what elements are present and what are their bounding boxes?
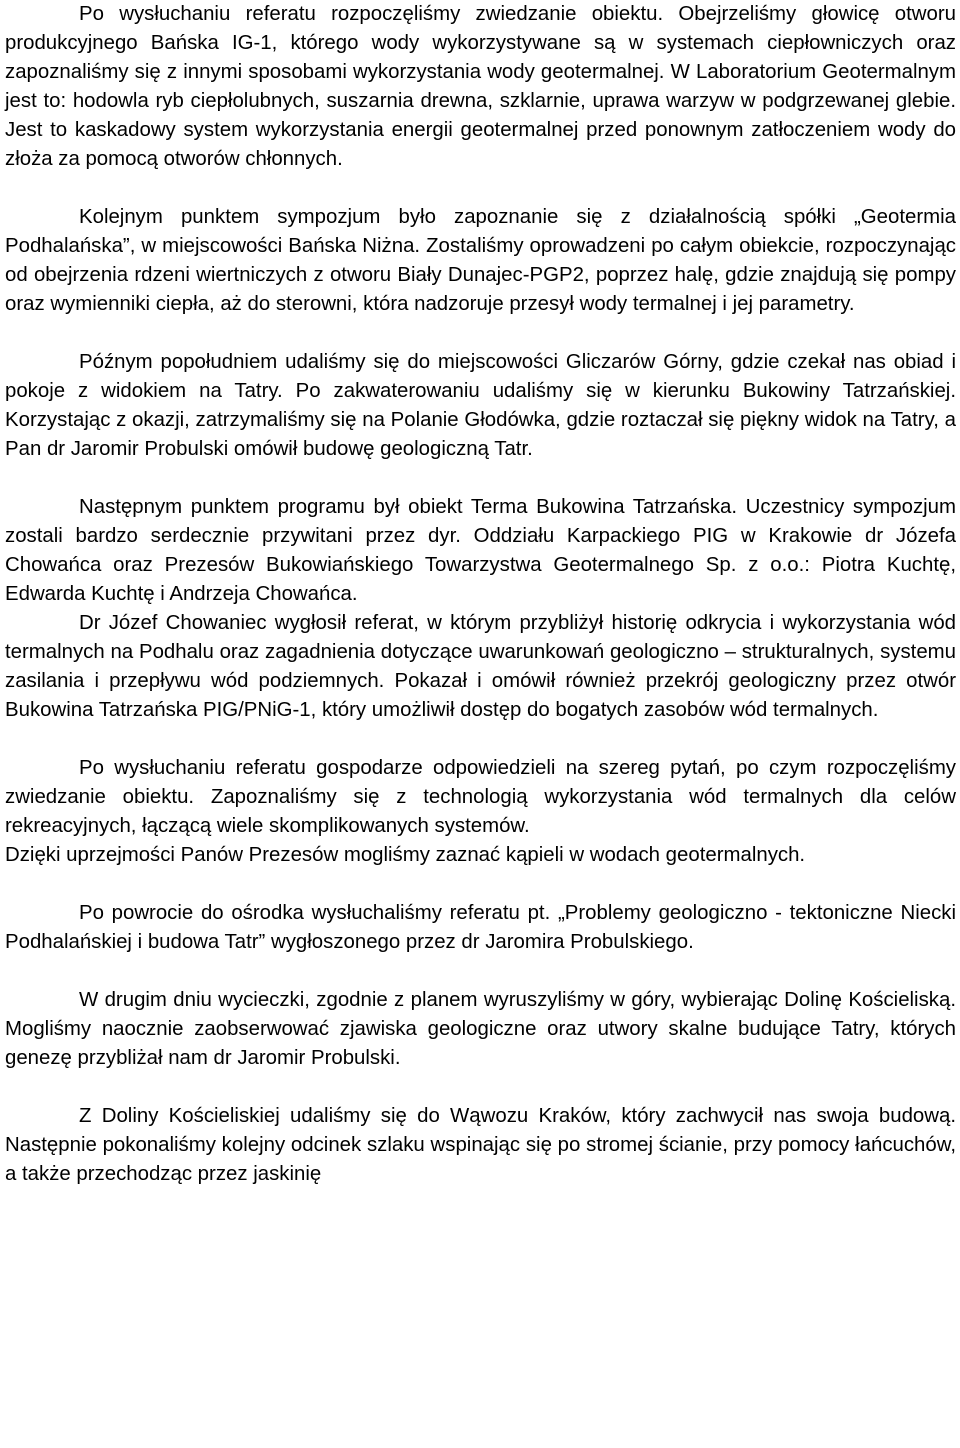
- paragraph-spacer: [5, 464, 956, 493]
- paragraph: Po powrocie do ośrodka wysłuchaliśmy referatu pt. „Problemy geologiczno - tektoniczne Niecki Podhalańskiej i budowa Tatr” wygłoszonego przez dr Jaromira Probulskiego.: [5, 902, 956, 953]
- paragraph-spacer: [5, 174, 956, 203]
- paragraph: Dzięki uprzejmości Panów Prezesów mogliśmy zaznać kąpieli w wodach geotermalnych.: [5, 844, 806, 866]
- paragraph: Kolejnym punktem sympozjum było zapoznanie się z działalnością spółki „Geotermia Podhalańska”, w miejscowości Bańska Niżna. Zostaliśmy oprowadzeni po całym obiekcie, rozpoczynając od obejrzenia rdzeni wiertniczych z otworu Biały Dunajec-PGP2, poprzez halę, gdzie znajdują się pompy oraz wymienniki ciepła, aż do sterowni, która nadzoruje przesył wody termalnej i jej parametry.: [5, 206, 956, 315]
- paragraph-spacer: [5, 1073, 956, 1102]
- paragraph: Po wysłuchaniu referatu rozpoczęliśmy zwiedzanie obiektu. Obejrzeliśmy głowicę otworu produkcyjnego Bańska IG-1, którego wody wykorzystywane są w systemach ciepłowniczych oraz zapoznaliśmy się z innymi sposobami wykorzystania wody geotermalnej. W Laboratorium Geotermalnym jest to: hodowla ryb ciepłolubnych, suszarnia drewna, szklarnie, uprawa warzyw w podgrzewanej glebie. Jest to kaskadowy system wykorzystania energii geotermalnej przed ponownym zatłoczeniem wody do złoża za pomocą otworów chłonnych.: [5, 3, 956, 170]
- paragraph-spacer: [5, 725, 956, 754]
- paragraph: Późnym popołudniem udaliśmy się do miejscowości Gliczarów Górny, gdzie czekał nas obiad i pokoje z widokiem na Tatry. Po zakwaterowaniu udaliśmy się w kierunku Bukowiny Tatrzańskiej. Korzystając z okazji, zatrzymaliśmy się na Polanie Głodówka, gdzie roztaczał się piękny widok na Tatry, a Pan dr Jaromir Probulski omówił budowę geologiczną Tatr.: [5, 351, 956, 460]
- paragraph-spacer: [5, 319, 956, 348]
- paragraph-spacer: [5, 957, 956, 986]
- paragraph: Następnym punktem programu był obiekt Terma Bukowina Tatrzańska. Uczestnicy sympozjum zostali bardzo serdecznie przywitani przez dyr. Oddziału Karpackiego PIG w Krakowie dr Józefa Chowańca oraz Prezesów Bukowiańskiego Towarzystwa Geotermalnego Sp. z o.o.: Piotra Kuchtę, Edwarda Kuchtę i Andrzeja Chowańca.: [5, 496, 956, 605]
- paragraph-spacer: [5, 870, 956, 899]
- paragraph: Z Doliny Kościeliskiej udaliśmy się do Wąwozu Kraków, który zachwycił nas swoja budową. Następnie pokonaliśmy kolejny odcinek szlaku wspinając się po stromej ścianie, przy pomocy łańcuchów, a także przechodząc przez jaskinię: [5, 1105, 956, 1185]
- paragraph: Po wysłuchaniu referatu gospodarze odpowiedzieli na szereg pytań, po czym rozpoczęliśmy zwiedzanie obiektu. Zapoznaliśmy się z technologią wykorzystania wód termalnych dla celów rekreacyjnych, łączącą wiele skomplikowanych systemów.: [5, 757, 956, 837]
- document-page: [5, 0, 956, 1189]
- paragraph: Dr Józef Chowaniec wygłosił referat, w którym przybliżył historię odkrycia i wykorzystania wód termalnych na Podhalu oraz zagadnienia dotyczące uwarunkowań geologiczno – strukturalnych, systemu zasilania i przepływu wód podziemnych. Pokazał i omówił również przekrój geologiczny przez otwór Bukowina Tatrzańska PIG/PNiG-1, który umożliwił dostęp do bogatych zasobów wód termalnych.: [5, 612, 956, 721]
- paragraph: W drugim dniu wycieczki, zgodnie z planem wyruszyliśmy w góry, wybierając Dolinę Kościeliską. Mogliśmy naocznie zaobserwować zjawiska geologiczne oraz utwory skalne budujące Tatry, których genezę przybliżał nam dr Jaromir Probulski.: [5, 989, 956, 1069]
